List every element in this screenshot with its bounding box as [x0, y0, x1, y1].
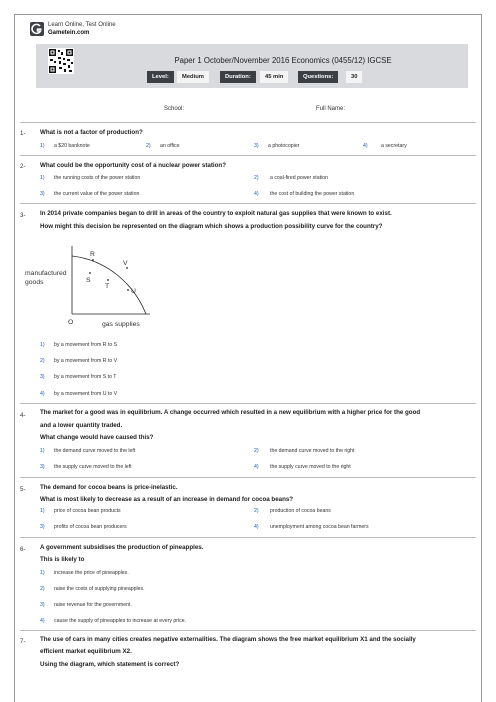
divider: [20, 403, 476, 404]
q6-option-2-number[interactable]: 2): [40, 586, 45, 592]
question-7-text: The use of cars in many cities creates negative externalities. The diagram shows the free market equilibrium X1 and the socially: [40, 636, 416, 643]
q3-option-1-text[interactable]: by a movement from R to S: [54, 342, 118, 348]
point-r: [92, 259, 94, 261]
question-5-text-2: What is most likely to decrease as a result of an increase in demand for cocoa beans?: [40, 496, 294, 503]
q3-option-3-number[interactable]: 3): [40, 374, 45, 380]
y-axis-label-1: manufactured: [25, 270, 67, 277]
q1-option-3-number[interactable]: 3): [254, 143, 259, 149]
question-4-number: 4-: [20, 412, 26, 419]
q6-option-3-text[interactable]: raise revenue for the government.: [54, 602, 132, 608]
q6-option-1-text[interactable]: increase the price of pineapples.: [54, 570, 129, 576]
question-4-text-3: What change would have caused this?: [40, 434, 154, 441]
question-7-text-2: efficient market equilibrium X2.: [40, 648, 132, 655]
point-r-label: R: [90, 251, 95, 258]
school-label: School:: [164, 106, 185, 112]
q2-option-4-number[interactable]: 4): [254, 191, 259, 197]
q5-option-2-text[interactable]: production of cocoa beans: [270, 508, 331, 514]
q2-option-2-number[interactable]: 2): [254, 175, 259, 181]
level-value: Medium: [177, 71, 209, 83]
q6-option-4-text[interactable]: cause the supply of pineapples to increase at every price.: [54, 618, 187, 624]
q1-option-2-number[interactable]: 2): [146, 143, 151, 149]
divider: [20, 155, 476, 156]
q4-option-1-number[interactable]: 1): [40, 448, 45, 454]
question-5-text: The demand for cocoa beans is price-inelastic.: [40, 484, 178, 491]
question-3-number: 3-: [20, 212, 26, 219]
question-3-text: In 2014 private companies began to drill in areas of the country to exploit natural gas supplies that were known to exist.: [40, 210, 392, 217]
brand-site[interactable]: Gametein.com: [48, 30, 90, 36]
question-6-number: 6-: [20, 546, 26, 553]
gametein-logo-icon: [30, 22, 44, 36]
q3-option-4-number[interactable]: 4): [40, 391, 45, 397]
q3-option-1-number[interactable]: 1): [40, 342, 45, 348]
question-5-number: 5-: [20, 486, 26, 493]
x-axis-label: gas supplies: [102, 321, 140, 328]
y-axis-label-2: goods: [25, 279, 44, 286]
q1-option-2-text[interactable]: an office: [160, 143, 180, 149]
divider: [20, 122, 476, 123]
question-1-text: What is not a factor of production?: [40, 129, 143, 136]
q4-option-2-number[interactable]: 2): [254, 448, 259, 454]
origin-label: O: [68, 319, 74, 326]
q4-option-4-number[interactable]: 4): [254, 464, 259, 470]
q4-option-3-text[interactable]: the supply curve moved to the left: [54, 464, 132, 470]
point-s-label: S: [86, 277, 91, 284]
q4-option-4-text[interactable]: the supply curve moved to the right: [270, 464, 351, 470]
question-1-number: 1-: [20, 130, 26, 137]
questions-label: Questions:: [298, 71, 338, 83]
q5-option-2-number[interactable]: 2): [254, 508, 259, 514]
question-2-text: What could be the opportunity cost of a nuclear power station?: [40, 162, 226, 169]
q1-option-4-number[interactable]: 4): [363, 143, 368, 149]
q2-option-1-text[interactable]: the running costs of the power station: [54, 175, 141, 181]
q1-option-3-text[interactable]: a photocopier: [268, 143, 300, 149]
point-s: [89, 272, 91, 274]
q5-option-1-text[interactable]: price of cocoa bean products: [54, 508, 121, 514]
duration-value: 45 min: [260, 71, 288, 83]
divider: [20, 630, 476, 631]
question-7-number: 7-: [20, 638, 26, 645]
divider: [20, 203, 476, 204]
q3-option-2-number[interactable]: 2): [40, 358, 45, 364]
question-3-text-2: How might this decision be represented on the diagram which shows a production possibility curve for the country?: [40, 223, 383, 230]
q2-option-3-number[interactable]: 3): [40, 191, 45, 197]
duration-label: Duration:: [220, 71, 256, 83]
brand-tagline: Learn Online, Test Online: [48, 22, 116, 28]
q6-option-1-number[interactable]: 1): [40, 570, 45, 576]
point-u-label: U: [131, 288, 136, 295]
point-t-label: T: [105, 283, 110, 290]
q3-option-2-text[interactable]: by a movement from R to V: [54, 358, 118, 364]
q4-option-2-text[interactable]: the demand curve moved to the right: [270, 448, 355, 454]
q1-option-1-text[interactable]: a $20 banknote: [54, 143, 90, 149]
q4-option-1-text[interactable]: the demand curve moved to the left: [54, 448, 136, 454]
q1-option-4-text[interactable]: a secretary: [381, 143, 407, 149]
questions-value: 30: [346, 71, 362, 83]
q5-option-4-text[interactable]: unemployment among cocoa bean farmers: [270, 524, 369, 530]
question-2-number: 2-: [20, 163, 26, 170]
production-possibility-diagram: [22, 240, 172, 332]
q6-option-3-number[interactable]: 3): [40, 602, 45, 608]
point-t: [107, 279, 109, 281]
point-v: [126, 267, 128, 269]
question-4-text: The market for a good was in equilibrium. A change occurred which resulted in a new equilibrium with a higher price for the good: [40, 409, 421, 416]
q6-option-4-number[interactable]: 4): [40, 618, 45, 624]
q1-option-1-number[interactable]: 1): [40, 143, 45, 149]
q2-option-2-text[interactable]: a coal-fired power station: [270, 175, 328, 181]
point-u: [127, 289, 129, 291]
question-7-text-3: Using the diagram, which statement is correct?: [40, 661, 180, 668]
question-6-text-2: This is likely to: [40, 556, 85, 563]
q5-option-3-text[interactable]: profits of cocoa bean producers: [54, 524, 127, 530]
question-4-text-2: and a lower quantity traded.: [40, 422, 123, 429]
divider: [20, 477, 476, 478]
fullname-label: Full Name:: [316, 106, 346, 112]
q4-option-3-number[interactable]: 3): [40, 464, 45, 470]
divider: [20, 537, 476, 538]
q2-option-4-text[interactable]: the cost of building the power station: [270, 191, 355, 197]
q6-option-2-text[interactable]: raise the costs of supplying pineapples.: [54, 586, 145, 592]
q5-option-4-number[interactable]: 4): [254, 524, 259, 530]
brand: [48, 21, 116, 37]
point-v-label: V: [123, 260, 128, 267]
q5-option-3-number[interactable]: 3): [40, 524, 45, 530]
q3-option-3-text[interactable]: by a movement from S to T: [54, 374, 117, 380]
paper-title: Paper 1 October/November 2016 Economics (0455/12) IGCSE: [174, 56, 392, 65]
q3-option-4-text[interactable]: by a movement from U to V: [54, 391, 118, 397]
level-label: Level:: [147, 71, 174, 83]
q2-option-3-text[interactable]: the current value of the power station: [54, 191, 140, 197]
question-6-text: A government subsidises the production of pineapples.: [40, 544, 204, 551]
q5-option-1-number[interactable]: 1): [40, 508, 45, 514]
q2-option-1-number[interactable]: 1): [40, 175, 45, 181]
